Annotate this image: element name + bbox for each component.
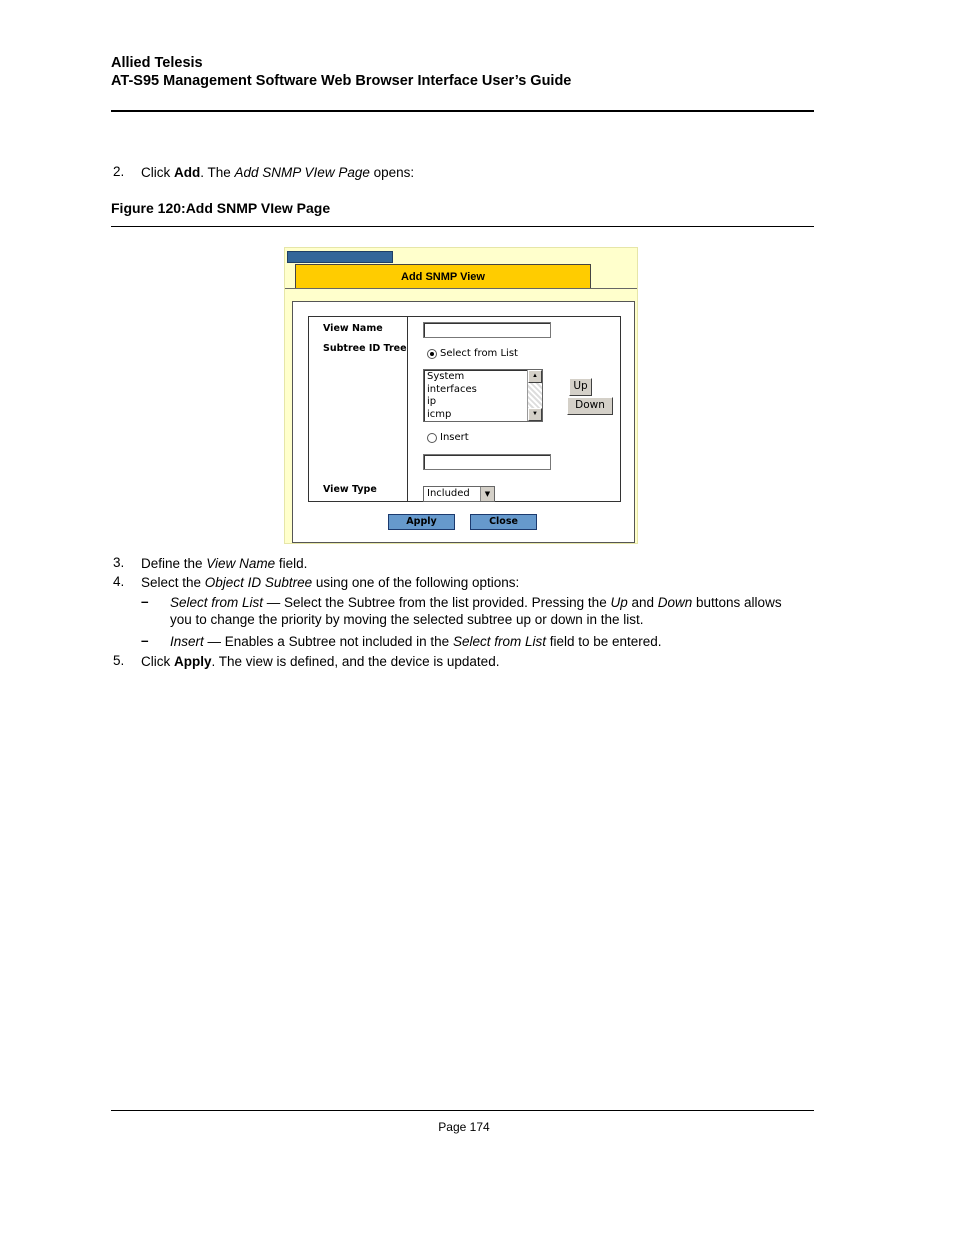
screenshot-title: Add SNMP View	[401, 271, 485, 283]
step-5-number: 5.	[113, 653, 125, 668]
step-5-text: Click Apply. The view is defined, and the device is updated.	[141, 654, 500, 669]
step-3-text: Define the View Name field.	[141, 556, 308, 571]
view-type-value: Included	[427, 488, 470, 499]
tab-strip	[287, 251, 393, 263]
screenshot-title-bar	[295, 264, 591, 289]
title-underline	[285, 288, 637, 289]
bullet-1-dash: –	[141, 594, 149, 609]
scroll-down-icon[interactable]: ▼	[528, 408, 542, 421]
list-item[interactable]: icmp	[427, 408, 452, 420]
listbox-scrollbar[interactable]	[527, 370, 542, 421]
bullet-2-dash: –	[141, 633, 149, 648]
header-guide-title: AT-S95 Management Software Web Browser Interface User’s Guide	[111, 73, 572, 89]
step-2-text: Click Add. The Add SNMP VIew Page opens:	[141, 165, 415, 180]
scroll-up-icon[interactable]: ▲	[528, 370, 542, 383]
header-company: Allied Telesis	[111, 55, 203, 71]
figure-caption: Figure 120:Add SNMP VIew Page	[111, 200, 331, 216]
subtree-id-tree-label: Subtree ID Tree	[323, 343, 407, 354]
view-name-label: View Name	[323, 323, 383, 334]
down-button[interactable]: Down	[567, 397, 613, 415]
view-type-select[interactable]	[423, 486, 495, 502]
insert-label: Insert	[440, 432, 469, 443]
step-2-number: 2.	[113, 164, 125, 179]
step-4-text: Select the Object ID Subtree using one of the following options:	[141, 575, 520, 590]
list-item[interactable]: ip	[427, 396, 437, 407]
add-snmp-view-screenshot	[284, 247, 638, 544]
insert-radio[interactable]	[427, 433, 437, 443]
list-item[interactable]: System	[427, 371, 465, 382]
figure-rule	[111, 226, 814, 227]
up-button[interactable]: Up	[569, 378, 592, 396]
step-3-number: 3.	[113, 555, 125, 570]
insert-input[interactable]	[423, 454, 551, 470]
bullet-1-text: Select from List — Select the Subtree from the list provided. Pressing the Up and Down buttons allows	[170, 595, 782, 610]
form-divider	[407, 317, 408, 501]
page-number: Page 174	[438, 1120, 490, 1134]
footer-rule	[111, 1110, 814, 1111]
view-name-input[interactable]	[423, 322, 551, 338]
form-panel	[292, 301, 635, 543]
chevron-down-icon: ▼	[480, 487, 494, 501]
header-rule	[111, 110, 814, 112]
list-item[interactable]: interfaces	[427, 383, 477, 395]
bullet-1-text-line2: you to change the priority by moving the selected subtree up or down in the list.	[170, 612, 644, 627]
close-button[interactable]: Close	[470, 514, 537, 530]
bullet-2-text: Insert — Enables a Subtree not included in the Select from List field to be entered.	[170, 634, 662, 649]
select-from-list-label: Select from List	[440, 348, 518, 359]
apply-button[interactable]: Apply	[388, 514, 455, 530]
subtree-listbox[interactable]	[423, 369, 543, 422]
view-type-label: View Type	[323, 484, 377, 495]
select-from-list-radio[interactable]	[427, 349, 437, 359]
step-4-number: 4.	[113, 574, 125, 589]
subtree-list-items	[427, 371, 477, 421]
